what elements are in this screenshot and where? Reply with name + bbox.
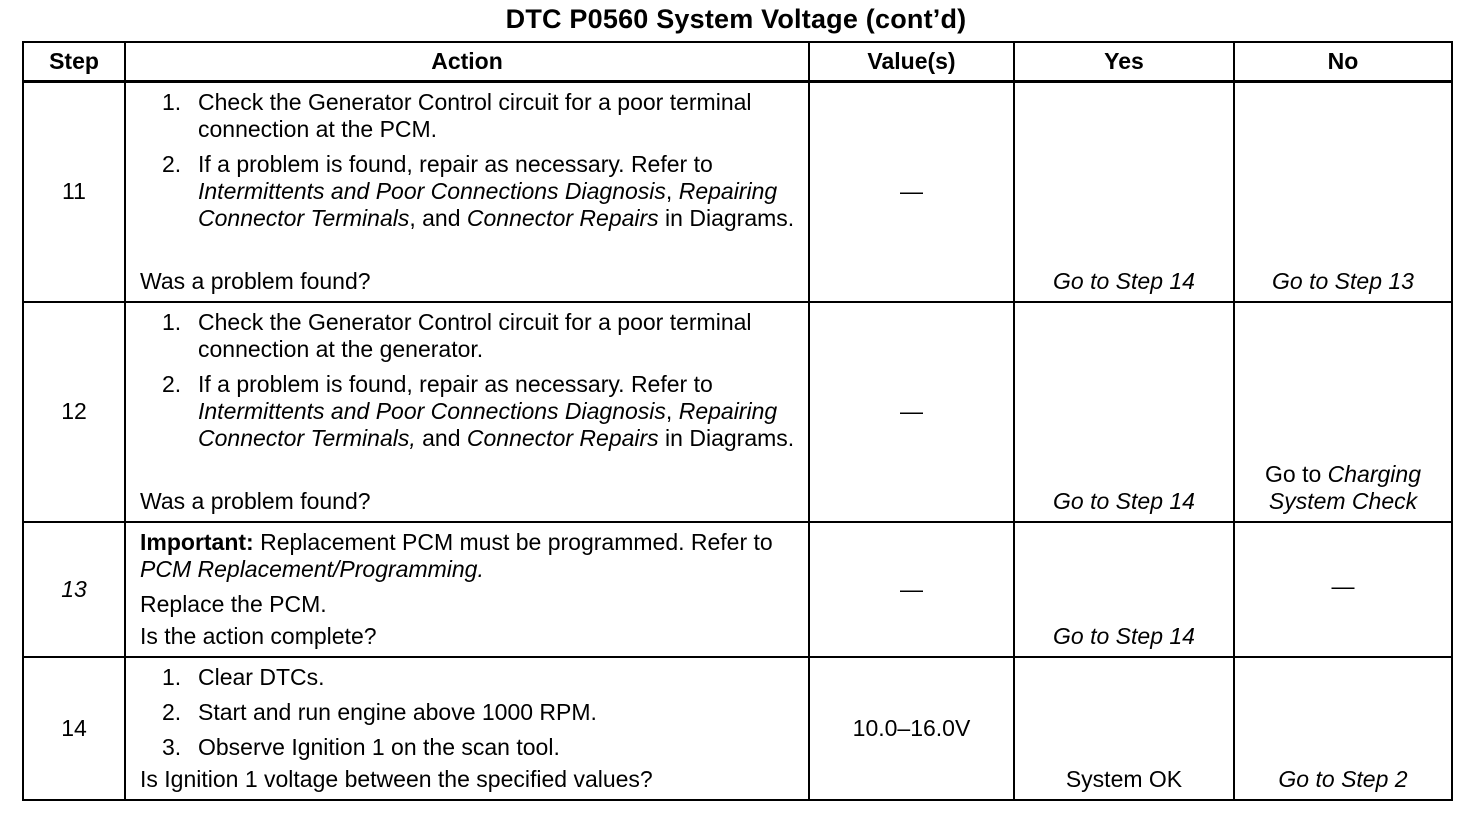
- header-yes: Yes: [1014, 42, 1234, 82]
- page-title: DTC P0560 System Voltage (cont’d): [505, 4, 967, 34]
- list-item: 2. Start and run engine above 1000 RPM.: [162, 698, 597, 725]
- header-row: [23, 42, 1452, 82]
- value-cell: 10.0–16.0V: [809, 657, 1014, 800]
- yes-cell: Go to Step 14: [1014, 82, 1234, 302]
- list-item: 2. If a problem is found, repair as necessary. Refer to Intermittents and Poor Connections Diagnosis, Repairing Connector Terminals, and Connector Repairs in Diagrams.: [162, 151, 795, 231]
- table-row: [23, 522, 1452, 657]
- step-number: 11: [23, 82, 125, 302]
- no-cell: —: [1234, 522, 1452, 657]
- diagnostic-table: [22, 41, 1453, 801]
- action-cell: [125, 82, 809, 302]
- yes-cell: System OK: [1014, 657, 1234, 800]
- no-cell: Go to Charging System Check: [1234, 302, 1452, 522]
- list-item: 3. Observe Ignition 1 on the scan tool.: [162, 733, 560, 760]
- table-row: [23, 657, 1452, 800]
- yes-cell: Go to Step 14: [1014, 302, 1234, 522]
- header-step: Step: [23, 42, 125, 82]
- action-cell: [125, 302, 809, 522]
- list-item: 1. Check the Generator Control circuit for a poor terminal connection at the generator.: [162, 308, 752, 362]
- value-cell: —: [809, 522, 1014, 657]
- yes-cell: Go to Step 14: [1014, 522, 1234, 657]
- step-number: 13: [23, 522, 125, 657]
- value-cell: —: [809, 82, 1014, 302]
- action-line: Replace the PCM.: [140, 590, 327, 617]
- header-no: No: [1234, 42, 1452, 82]
- important-note: Important: Replacement PCM must be programmed. Refer to PCM Replacement/Programming.: [140, 528, 773, 582]
- no-cell: Go to Step 13: [1234, 82, 1452, 302]
- action-list: [140, 309, 798, 452]
- value-cell: —: [809, 302, 1014, 522]
- step-number: 12: [23, 302, 125, 522]
- list-item: 1. Check the Generator Control circuit for a poor terminal connection at the PCM.: [162, 89, 752, 142]
- header-action: Action: [125, 42, 809, 82]
- table-row: [23, 302, 1452, 522]
- question-text: Was a problem found?: [140, 487, 371, 514]
- list-item: 2. If a problem is found, repair as necessary. Refer to Intermittents and Poor Connections Diagnosis, Repairing Connector Terminals, and Connector Repairs in Diagrams.: [162, 370, 795, 451]
- header-values: Value(s): [809, 42, 1014, 82]
- table-row: [23, 82, 1452, 302]
- action-cell: [125, 657, 809, 800]
- question-text: Is Ignition 1 voltage between the specified values?: [140, 765, 653, 792]
- question-text: Is the action complete?: [140, 622, 377, 649]
- step-number: 14: [23, 657, 125, 800]
- list-item: 1. Clear DTCs.: [162, 663, 325, 690]
- question-text: Was a problem found?: [140, 267, 371, 294]
- action-list: [140, 664, 798, 761]
- action-cell: [125, 522, 809, 657]
- no-cell: Go to Step 2: [1234, 657, 1452, 800]
- action-list: [140, 89, 798, 232]
